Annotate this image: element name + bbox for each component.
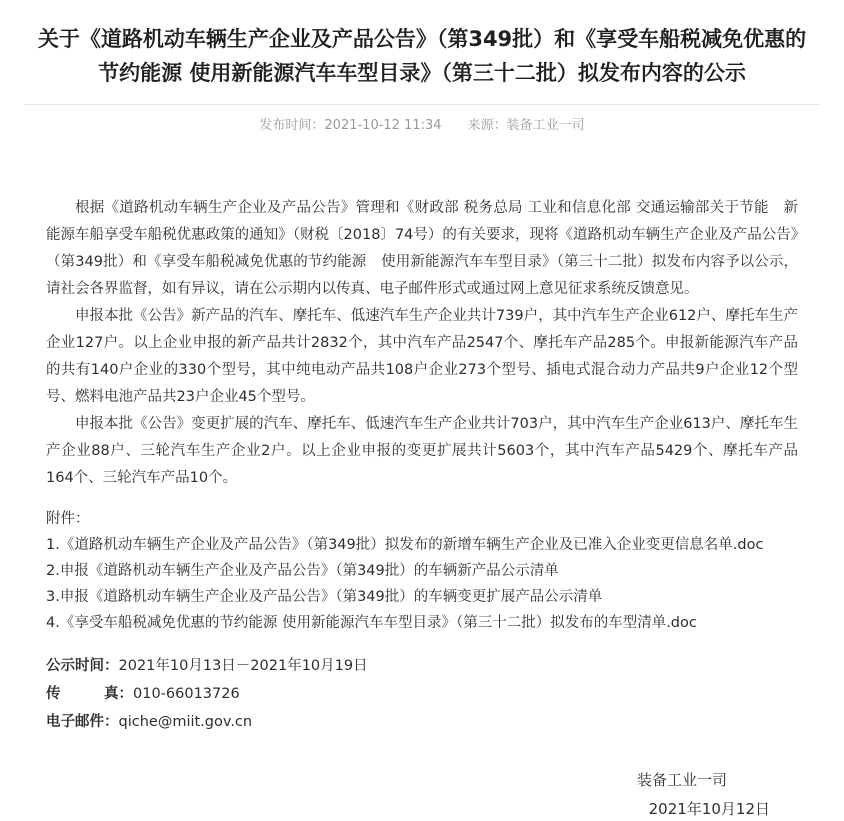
- signature-block: [0, 766, 844, 821]
- fax-value: 010-66013726: [133, 686, 240, 702]
- attachment-link-1[interactable]: 1.《道路机动车辆生产企业及产品公告》（第349批）拟发布的新增车辆生产企业及已准入企业变更信息名单.doc: [46, 537, 764, 553]
- publish-time-label: 发布时间：: [259, 118, 325, 133]
- attachments-section: [0, 506, 844, 636]
- title-divider: [24, 104, 820, 105]
- fax-label: 传 真：: [46, 686, 133, 702]
- attachment-link-2[interactable]: 2.申报《道路机动车辆生产企业及产品公告》（第349批）的车辆新产品公示清单: [46, 563, 559, 579]
- publicity-period-label: 公示时间：: [46, 658, 119, 674]
- contact-section: [0, 652, 844, 736]
- publish-time-value: 2021-10-12 11:34: [324, 118, 442, 133]
- attachment-link-3[interactable]: 3.申报《道路机动车辆生产企业及产品公告》（第349批）的车辆变更扩展产品公示清单: [46, 589, 603, 605]
- publish-time: [259, 118, 441, 133]
- paragraph-1: 根据《道路机动车辆生产企业及产品公告》管理和《财政部 税务总局 工业和信息化部 交通运输部关于节能 新能源车船享受车船税优惠政策的通知》（财税〔2018〕74号）的有关要求，现将《道路机动车辆生产企业及产品公告》（第349批）和《享受车船税减免优惠的节约能源 使用新能源汽车车型目录》（第三十二批）拟发布内容予以公示，请社会各界监督，如有异议，请在公示期内以传真、电子邮件形式或通过网上意见征求系统反馈意见。: [46, 200, 798, 297]
- email-line: [46, 708, 798, 736]
- page-title-line-2: 节约能源 使用新能源汽车车型目录》（第三十二批）拟发布内容的公示: [98, 61, 746, 85]
- page-title: [0, 0, 844, 90]
- publicity-period-value: 2021年10月13日－2021年10月19日: [118, 658, 368, 674]
- signature-date: 2021年10月12日: [648, 800, 770, 818]
- source-value: 装备工业一司: [506, 118, 585, 133]
- attachments-heading: 附件：: [46, 511, 90, 527]
- source: [468, 118, 585, 133]
- paragraph-3: 申报本批《公告》变更扩展的汽车、摩托车、低速汽车生产企业共计703户，其中汽车生产企业613户、摩托车生产企业88户、三轮汽车生产企业2户。以上企业申报的变更扩展共计5603个，其中汽车产品5429个、摩托车产品164个、三轮汽车产品10个。: [46, 416, 798, 486]
- signature-department: 装备工业一司: [636, 771, 727, 789]
- paragraph-2: 申报本批《公告》新产品的汽车、摩托车、低速汽车生产企业共计739户，其中汽车生产企业612户、摩托车生产企业127户。以上企业申报的新产品共计2832个，其中汽车产品2547个、摩托车产品285个。申报新能源汽车产品的共有140户企业的330个型号，其中纯电动产品共108户企业273个型号、插电式混合动力产品共9户企业12个型号、燃料电池产品共23户企业45个型号。: [46, 308, 798, 405]
- email-value: qiche@miit.gov.cn: [118, 714, 253, 730]
- source-label: 来源：: [467, 118, 507, 133]
- page-title-line-1: 关于《道路机动车辆生产企业及产品公告》（第349批）和《享受车船税减免优惠的: [37, 27, 807, 51]
- document-body: [0, 195, 844, 492]
- publicity-period-line: [46, 652, 798, 680]
- fax-line: [46, 680, 798, 708]
- meta-bar: [0, 116, 844, 136]
- email-label: 电子邮件：: [46, 714, 119, 730]
- attachment-link-4[interactable]: 4.《享受车船税减免优惠的节约能源 使用新能源汽车车型目录》（第三十二批）拟发布的车型清单.doc: [46, 615, 697, 631]
